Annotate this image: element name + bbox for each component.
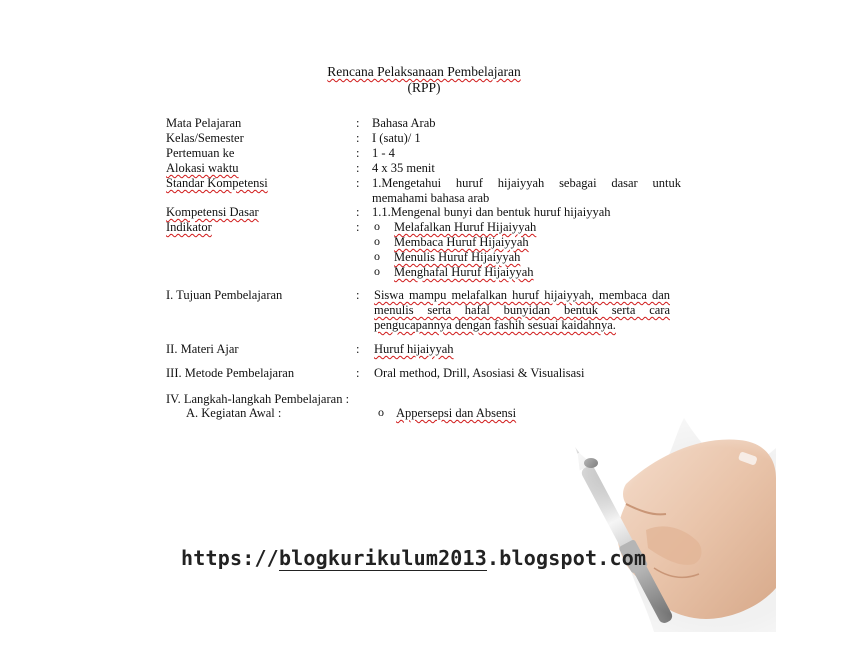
colon: :	[356, 116, 360, 130]
list-item: o Menulis Huruf Hijaiyyah	[372, 250, 692, 265]
list-item: o Melafalkan Huruf Hijaiyyah	[372, 220, 692, 235]
field-value: 1 - 4	[372, 146, 395, 160]
document-title	[0, 64, 848, 80]
section-label: IV. Langkah-langkah Pembelajaran :	[166, 392, 350, 406]
field-label: Kelas/Semester	[166, 131, 244, 145]
field-label: Kompetensi Dasar	[166, 205, 259, 219]
colon: :	[356, 131, 360, 145]
section-label: II. Materi Ajar	[166, 342, 239, 356]
field-value: 1.1.Mengenal bunyi dan bentuk huruf hijaiyyah	[372, 205, 611, 219]
colon: :	[356, 366, 360, 380]
colon: :	[356, 342, 360, 356]
field-label: Mata Pelajaran	[166, 116, 242, 130]
field-label: Indikator	[166, 220, 212, 234]
section-value: Oral method, Drill, Asosiasi & Visualisasi	[374, 366, 585, 380]
watermark-url	[181, 546, 646, 570]
colon: :	[356, 220, 360, 234]
section-value: Siswa mampu melafalkan huruf hijaiyyah, membaca dan menulis serta hafal bunyidan bentuk serta cara pengucapannya dengan fashih sesuai kaidahnya.	[374, 288, 670, 332]
document-subtitle: (RPP)	[407, 80, 441, 95]
section-label: III. Metode Pembelajaran	[166, 366, 295, 380]
section-value: Huruf hijaiyyah	[374, 342, 454, 356]
field-label: Pertemuan ke	[166, 146, 235, 160]
url-prefix: https://	[181, 546, 279, 570]
indikator-list	[372, 220, 692, 280]
url-domain: blogkurikulum2013	[278, 546, 488, 570]
field-label: Alokasi waktu	[166, 161, 239, 175]
sub-label: A. Kegiatan Awal :	[186, 406, 282, 420]
colon: :	[356, 161, 360, 175]
title-text: Rencana Pelaksanaan Pembelajaran	[327, 64, 521, 79]
field-value: 1.Mengetahui huruf hijaiyyah sebagai dasar untuk memahami bahasa arab	[372, 176, 681, 205]
url-suffix: .blogspot.com	[487, 546, 647, 570]
list-item: o Menghafal Huruf Hijaiyyah	[372, 265, 692, 280]
colon: :	[356, 205, 360, 219]
colon: :	[356, 176, 360, 190]
colon: :	[356, 146, 360, 160]
field-value: Bahasa Arab	[372, 116, 436, 130]
field-label: Standar Kompetensi	[166, 176, 268, 190]
field-value: 4 x 35 menit	[372, 161, 435, 175]
section-label: I. Tujuan Pembelajaran	[166, 288, 283, 302]
list-item: o Membaca Huruf Hijaiyyah	[372, 235, 692, 250]
hand-with-pen-image	[534, 418, 776, 632]
field-value: I (satu)/ 1	[372, 131, 421, 145]
colon: :	[356, 288, 360, 302]
sub-item: o Appersepsi dan Absensi	[378, 406, 516, 421]
